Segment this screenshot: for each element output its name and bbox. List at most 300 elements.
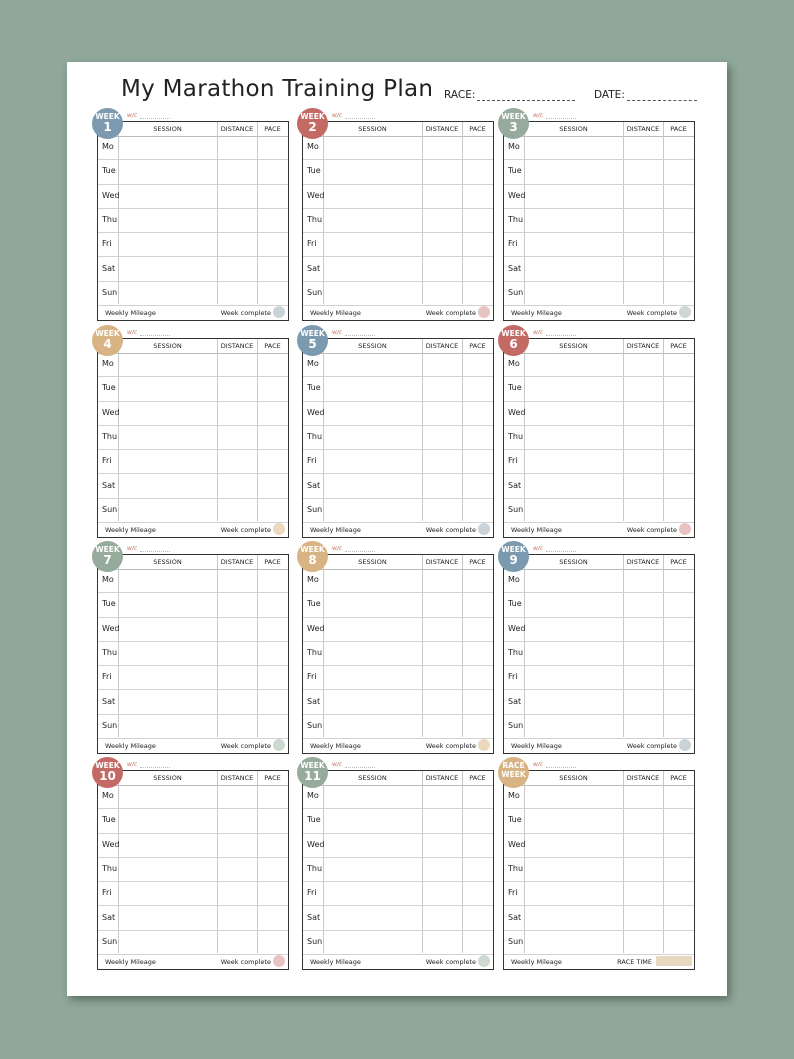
day-row[interactable] — [504, 569, 694, 593]
weekly-mileage-label: Weekly Mileage — [511, 526, 562, 534]
day-label: Sat — [307, 696, 321, 706]
day-row[interactable] — [303, 642, 493, 666]
day-row[interactable] — [504, 666, 694, 690]
week-complete-checkbox[interactable] — [478, 955, 490, 967]
week-commencing-field[interactable] — [332, 761, 375, 768]
day-row[interactable] — [504, 209, 694, 233]
week-commencing-label: w/c — [533, 545, 544, 552]
day-row[interactable] — [98, 136, 288, 160]
day-label: Thu — [307, 431, 323, 441]
day-row[interactable] — [303, 499, 493, 523]
day-label: Thu — [307, 214, 323, 224]
day-row[interactable] — [303, 426, 493, 450]
column-header-row — [98, 771, 288, 786]
day-row[interactable] — [303, 834, 493, 858]
race-time-box[interactable] — [656, 956, 692, 966]
day-label: Tue — [102, 599, 116, 609]
week-badge-number: 1 — [103, 120, 112, 134]
day-label: Fri — [508, 672, 518, 682]
week-badge — [92, 757, 123, 788]
day-label: Tue — [102, 815, 116, 825]
day-row[interactable] — [504, 809, 694, 833]
day-row[interactable] — [504, 185, 694, 209]
day-row[interactable] — [98, 160, 288, 184]
day-row[interactable] — [303, 618, 493, 642]
week-footer — [303, 737, 493, 753]
pace-header: PACE — [469, 774, 486, 782]
week-card — [503, 338, 695, 538]
day-label: Sun — [307, 936, 323, 946]
week-badge-label: WEEK — [95, 329, 120, 338]
week-footer — [303, 304, 493, 320]
day-row[interactable] — [98, 353, 288, 377]
week-badge-number: 10 — [99, 769, 116, 783]
distance-header: DISTANCE — [626, 125, 660, 133]
day-row[interactable] — [504, 642, 694, 666]
week-commencing-blank[interactable] — [140, 335, 170, 336]
week-commencing-label: w/c — [127, 329, 138, 336]
day-row[interactable] — [303, 402, 493, 426]
day-label: Wed — [102, 839, 120, 849]
race-blank[interactable] — [477, 91, 575, 101]
distance-header: DISTANCE — [626, 342, 660, 350]
date-blank[interactable] — [627, 91, 697, 101]
day-label: Tue — [508, 599, 522, 609]
day-label: Fri — [102, 239, 112, 249]
day-label: Sat — [307, 480, 321, 490]
weekly-mileage-label: Weekly Mileage — [105, 958, 156, 966]
week-badge — [297, 757, 328, 788]
session-header: SESSION — [559, 125, 588, 133]
weekly-mileage-label: Weekly Mileage — [310, 958, 361, 966]
week-badge — [498, 757, 529, 788]
week-card — [302, 554, 494, 754]
day-row[interactable] — [303, 593, 493, 617]
column-header-row — [504, 771, 694, 786]
column-header-row — [303, 339, 493, 354]
day-label: Tue — [508, 383, 522, 393]
week-badge-label: WEEK — [501, 329, 526, 338]
day-row[interactable] — [504, 593, 694, 617]
day-row[interactable] — [98, 834, 288, 858]
day-label: Wed — [307, 623, 325, 633]
pace-header: PACE — [264, 558, 281, 566]
day-row[interactable] — [98, 809, 288, 833]
pace-header: PACE — [264, 125, 281, 133]
week-complete-label: Week complete — [425, 309, 476, 317]
week-card — [503, 770, 695, 970]
day-row[interactable] — [504, 785, 694, 809]
day-label: Tue — [307, 166, 321, 176]
day-label: Fri — [508, 456, 518, 466]
week-card — [97, 338, 289, 538]
week-badge-label: WEEK — [300, 545, 325, 554]
day-label: Wed — [102, 623, 120, 633]
week-badge-label: WEEK — [300, 761, 325, 770]
day-row[interactable] — [303, 136, 493, 160]
day-row[interactable] — [504, 377, 694, 401]
day-label: Wed — [307, 190, 325, 200]
day-row[interactable] — [504, 282, 694, 306]
day-label: Mo — [102, 142, 114, 152]
week-commencing-field[interactable] — [533, 761, 576, 768]
day-row[interactable] — [504, 136, 694, 160]
day-row[interactable] — [98, 450, 288, 474]
week-badge-number: 2 — [308, 120, 317, 134]
day-label: Fri — [102, 672, 112, 682]
distance-header: DISTANCE — [220, 774, 254, 782]
week-card — [97, 121, 289, 321]
week-commencing-field[interactable] — [533, 329, 576, 336]
column-header-row — [98, 555, 288, 570]
pace-header: PACE — [670, 774, 687, 782]
day-row[interactable] — [98, 931, 288, 955]
week-badge — [498, 541, 529, 572]
weekly-mileage-label: Weekly Mileage — [105, 742, 156, 750]
day-label: Sat — [508, 696, 522, 706]
day-row[interactable] — [504, 474, 694, 498]
day-label: Tue — [307, 383, 321, 393]
day-label: Sun — [102, 720, 118, 730]
session-header: SESSION — [559, 558, 588, 566]
day-row[interactable] — [504, 450, 694, 474]
day-row[interactable] — [98, 185, 288, 209]
week-commencing-label: w/c — [332, 761, 343, 768]
distance-header: DISTANCE — [425, 774, 459, 782]
day-row[interactable] — [98, 233, 288, 257]
day-label: Thu — [508, 863, 524, 873]
week-badge — [92, 108, 123, 139]
day-row[interactable] — [98, 858, 288, 882]
day-label: Fri — [307, 672, 317, 682]
week-complete-checkbox[interactable] — [273, 306, 285, 318]
day-row[interactable] — [504, 233, 694, 257]
weekly-mileage-label: Weekly Mileage — [511, 958, 562, 966]
day-row[interactable] — [504, 931, 694, 955]
week-commencing-blank[interactable] — [546, 335, 576, 336]
distance-header: DISTANCE — [220, 558, 254, 566]
day-row[interactable] — [98, 642, 288, 666]
day-row[interactable] — [303, 474, 493, 498]
day-label: Thu — [508, 431, 524, 441]
day-label: Sun — [508, 720, 524, 730]
day-label: Sat — [508, 912, 522, 922]
distance-header: DISTANCE — [626, 558, 660, 566]
distance-header: DISTANCE — [425, 125, 459, 133]
day-row[interactable] — [504, 858, 694, 882]
day-row[interactable] — [504, 906, 694, 930]
day-row[interactable] — [504, 402, 694, 426]
week-commencing-blank[interactable] — [140, 118, 170, 119]
day-label: Mo — [102, 575, 114, 585]
session-header: SESSION — [559, 342, 588, 350]
day-row[interactable] — [504, 882, 694, 906]
day-row[interactable] — [98, 282, 288, 306]
week-complete-label: Week complete — [425, 958, 476, 966]
day-row[interactable] — [303, 906, 493, 930]
day-label: Mo — [307, 142, 319, 152]
week-card — [302, 770, 494, 970]
day-label: Sun — [102, 287, 118, 297]
day-label: Mo — [508, 359, 520, 369]
week-card — [302, 338, 494, 538]
day-row[interactable] — [303, 569, 493, 593]
day-row[interactable] — [504, 160, 694, 184]
day-row[interactable] — [303, 233, 493, 257]
weekly-mileage-label: Weekly Mileage — [310, 526, 361, 534]
day-label: Sat — [102, 480, 116, 490]
day-row[interactable] — [98, 618, 288, 642]
day-label: Wed — [307, 407, 325, 417]
week-commencing-label: w/c — [332, 329, 343, 336]
week-commencing-label: w/c — [127, 761, 138, 768]
weekly-mileage-label: Weekly Mileage — [310, 309, 361, 317]
week-commencing-label: w/c — [533, 761, 544, 768]
session-header: SESSION — [153, 558, 182, 566]
week-commencing-field[interactable] — [533, 112, 576, 119]
week-commencing-field[interactable] — [127, 112, 170, 119]
day-row[interactable] — [504, 257, 694, 281]
week-footer — [504, 304, 694, 320]
distance-header: DISTANCE — [425, 342, 459, 350]
week-footer — [303, 953, 493, 969]
day-row[interactable] — [98, 666, 288, 690]
week-commencing-blank[interactable] — [345, 118, 375, 119]
day-row[interactable] — [303, 882, 493, 906]
week-badge-label: WEEK — [95, 112, 120, 121]
day-row[interactable] — [98, 906, 288, 930]
day-row[interactable] — [303, 257, 493, 281]
day-label: Thu — [307, 863, 323, 873]
week-complete-checkbox[interactable] — [478, 306, 490, 318]
day-row[interactable] — [303, 666, 493, 690]
day-label: Fri — [307, 456, 317, 466]
pace-header: PACE — [469, 558, 486, 566]
week-commencing-field[interactable] — [127, 545, 170, 552]
day-label: Sun — [102, 504, 118, 514]
week-commencing-field[interactable] — [332, 329, 375, 336]
column-header-row — [504, 555, 694, 570]
week-footer — [98, 953, 288, 969]
week-badge-number: 11 — [304, 769, 321, 783]
column-header-row — [303, 122, 493, 137]
week-complete-checkbox[interactable] — [273, 955, 285, 967]
day-label: Sat — [102, 263, 116, 273]
session-header: SESSION — [153, 774, 182, 782]
day-label: Wed — [508, 623, 526, 633]
week-complete-checkbox[interactable] — [478, 523, 490, 535]
day-row[interactable] — [98, 402, 288, 426]
day-row[interactable] — [98, 569, 288, 593]
week-commencing-blank[interactable] — [140, 551, 170, 552]
race-time-label: RACE TIME — [617, 958, 652, 966]
week-badge — [92, 325, 123, 356]
day-label: Wed — [508, 839, 526, 849]
day-label: Sun — [508, 936, 524, 946]
week-footer — [504, 737, 694, 753]
day-row[interactable] — [303, 858, 493, 882]
day-row[interactable] — [98, 593, 288, 617]
day-label: Sat — [307, 263, 321, 273]
day-row[interactable] — [98, 715, 288, 739]
day-row[interactable] — [303, 809, 493, 833]
week-commencing-label: w/c — [127, 112, 138, 119]
day-label: Sun — [102, 936, 118, 946]
week-complete-label: Week complete — [220, 309, 271, 317]
week-complete-label: Week complete — [220, 742, 271, 750]
day-row[interactable] — [303, 160, 493, 184]
day-row[interactable] — [98, 209, 288, 233]
column-header-row — [303, 771, 493, 786]
day-row[interactable] — [303, 353, 493, 377]
race-field[interactable] — [444, 89, 575, 101]
week-card — [503, 121, 695, 321]
day-row[interactable] — [98, 785, 288, 809]
week-commencing-blank[interactable] — [546, 551, 576, 552]
day-row[interactable] — [504, 499, 694, 523]
week-badge-number: 8 — [308, 553, 317, 567]
week-complete-checkbox[interactable] — [679, 739, 691, 751]
day-label: Mo — [508, 142, 520, 152]
week-badge-number: 4 — [103, 337, 112, 351]
day-row[interactable] — [303, 185, 493, 209]
pace-header: PACE — [264, 342, 281, 350]
day-row[interactable] — [303, 450, 493, 474]
day-row[interactable] — [303, 785, 493, 809]
day-row[interactable] — [303, 377, 493, 401]
day-label: Sat — [508, 480, 522, 490]
day-row[interactable] — [98, 257, 288, 281]
day-label: Fri — [102, 456, 112, 466]
day-label: Fri — [307, 239, 317, 249]
session-header: SESSION — [153, 125, 182, 133]
day-label: Thu — [102, 647, 118, 657]
week-complete-checkbox[interactable] — [679, 306, 691, 318]
week-badge-label: RACE — [502, 761, 525, 770]
week-commencing-blank[interactable] — [345, 335, 375, 336]
day-row[interactable] — [504, 353, 694, 377]
week-badge-number: 6 — [509, 337, 518, 351]
day-row[interactable] — [504, 690, 694, 714]
week-complete-checkbox[interactable] — [478, 739, 490, 751]
week-commencing-blank[interactable] — [546, 767, 576, 768]
week-badge — [297, 541, 328, 572]
week-badge — [498, 325, 529, 356]
day-row[interactable] — [303, 282, 493, 306]
week-footer — [98, 737, 288, 753]
day-label: Sun — [307, 720, 323, 730]
day-label: Mo — [508, 791, 520, 801]
week-complete-checkbox[interactable] — [273, 523, 285, 535]
week-commencing-label: w/c — [533, 112, 544, 119]
week-complete-label: Week complete — [626, 526, 677, 534]
week-badge-label: WEEK — [501, 112, 526, 121]
day-label: Thu — [307, 647, 323, 657]
session-header: SESSION — [559, 774, 588, 782]
day-label: Mo — [102, 791, 114, 801]
date-field[interactable] — [594, 89, 697, 101]
pace-header: PACE — [670, 558, 687, 566]
day-row[interactable] — [98, 882, 288, 906]
week-footer — [98, 521, 288, 537]
week-complete-checkbox[interactable] — [273, 739, 285, 751]
week-badge-number: 7 — [103, 553, 112, 567]
day-label: Thu — [508, 214, 524, 224]
pace-header: PACE — [264, 774, 281, 782]
day-row[interactable] — [98, 499, 288, 523]
day-row[interactable] — [98, 690, 288, 714]
week-badge-label: WEEK — [95, 545, 120, 554]
day-row[interactable] — [303, 690, 493, 714]
week-badge — [297, 108, 328, 139]
day-label: Wed — [508, 190, 526, 200]
week-badge — [92, 541, 123, 572]
week-badge-label: WEEK — [95, 761, 120, 770]
day-label: Thu — [102, 214, 118, 224]
column-header-row — [98, 122, 288, 137]
week-complete-checkbox[interactable] — [679, 523, 691, 535]
week-commencing-field[interactable] — [332, 545, 375, 552]
day-row[interactable] — [504, 618, 694, 642]
day-label: Fri — [508, 239, 518, 249]
day-label: Sun — [307, 504, 323, 514]
distance-header: DISTANCE — [220, 342, 254, 350]
weekly-mileage-label: Weekly Mileage — [105, 526, 156, 534]
week-complete-label: Week complete — [220, 958, 271, 966]
week-commencing-blank[interactable] — [546, 118, 576, 119]
week-commencing-field[interactable] — [127, 329, 170, 336]
week-commencing-blank[interactable] — [345, 551, 375, 552]
week-commencing-field[interactable] — [533, 545, 576, 552]
day-row[interactable] — [504, 426, 694, 450]
session-header: SESSION — [358, 342, 387, 350]
day-row[interactable] — [504, 834, 694, 858]
week-badge-number: WEEK — [501, 769, 526, 779]
session-header: SESSION — [358, 774, 387, 782]
week-badge-label: WEEK — [300, 329, 325, 338]
week-footer — [303, 521, 493, 537]
week-commencing-label: w/c — [332, 112, 343, 119]
day-label: Sat — [102, 696, 116, 706]
pace-header: PACE — [670, 342, 687, 350]
week-badge-number: 9 — [509, 553, 518, 567]
pace-header: PACE — [670, 125, 687, 133]
week-badge — [297, 325, 328, 356]
pace-header: PACE — [469, 125, 486, 133]
week-badge — [498, 108, 529, 139]
column-header-row — [504, 122, 694, 137]
week-card — [503, 554, 695, 754]
week-footer — [98, 304, 288, 320]
day-label: Mo — [307, 359, 319, 369]
distance-header: DISTANCE — [220, 125, 254, 133]
day-row[interactable] — [98, 377, 288, 401]
day-row[interactable] — [504, 715, 694, 739]
day-row[interactable] — [303, 209, 493, 233]
day-label: Wed — [102, 407, 120, 417]
week-commencing-field[interactable] — [127, 761, 170, 768]
day-label: Wed — [508, 407, 526, 417]
week-commencing-field[interactable] — [332, 112, 375, 119]
day-row[interactable] — [303, 931, 493, 955]
day-row[interactable] — [98, 474, 288, 498]
day-row[interactable] — [98, 426, 288, 450]
distance-header: DISTANCE — [425, 558, 459, 566]
page-title: My Marathon Training Plan — [121, 76, 434, 102]
day-row[interactable] — [303, 715, 493, 739]
week-commencing-blank[interactable] — [140, 767, 170, 768]
week-commencing-blank[interactable] — [345, 767, 375, 768]
